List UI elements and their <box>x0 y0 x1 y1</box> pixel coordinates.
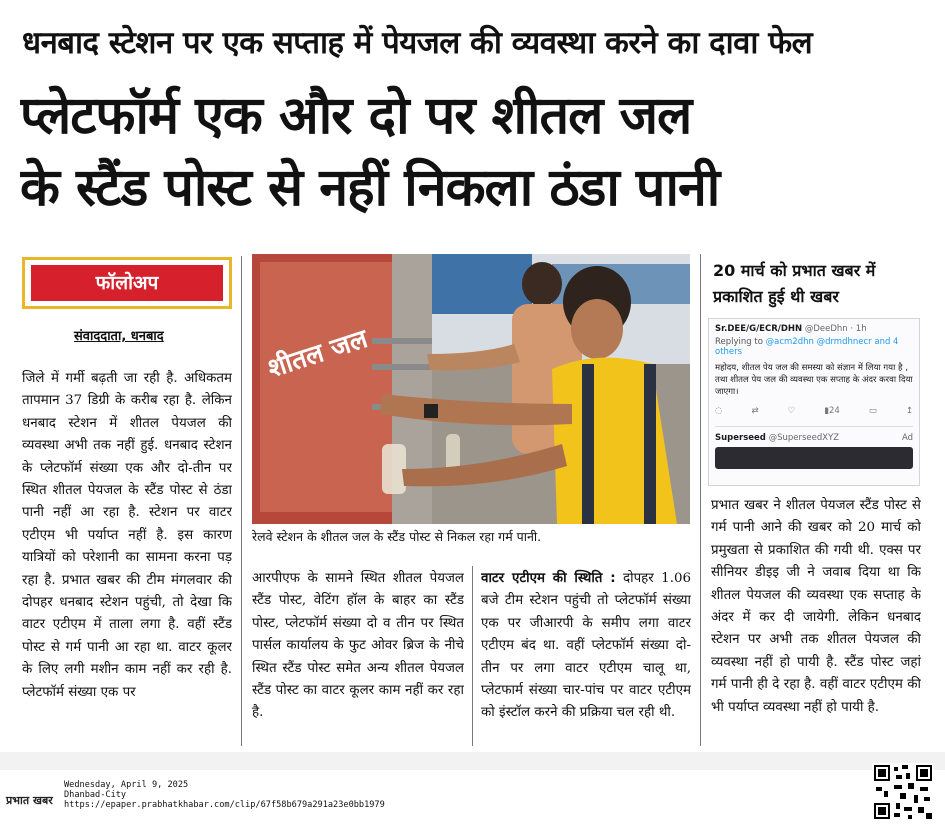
tweet-screenshot <box>708 318 920 486</box>
sidebar-title: 20 मार्च को प्रभात खबर में प्रकाशित हुई थी खबर <box>713 261 876 306</box>
subheading-water-atm: वाटर एटीएम की स्थिति : <box>481 571 616 586</box>
main-headline <box>20 80 925 224</box>
news-photo <box>252 254 690 524</box>
photo-illustration <box>252 254 690 524</box>
clip-date: Wednesday, April 9, 2025 <box>64 780 189 790</box>
bookmark-icon: ▭ <box>868 406 877 416</box>
tweet-actions <box>715 406 913 416</box>
kicker-headline: धनबाद स्टेशन पर एक सप्ताह में पेयजल की व्यवस्था करने का दावा फेल <box>22 25 813 61</box>
tweet-views: 24 <box>828 406 840 416</box>
footer-strip <box>0 752 945 770</box>
byline: संवाददाता, धनबाद <box>74 329 164 344</box>
tweet-media-preview <box>715 447 913 469</box>
clip-metadata <box>64 780 385 811</box>
followup-label: फॉलोअप <box>31 265 223 301</box>
headline-line-1: प्लेटफॉर्म एक और दो पर शीतल जल <box>20 86 692 146</box>
clip-url[interactable]: https://epaper.prabhatkhabar.com/clip/67f58b679a291a23e0bb1979 <box>64 800 385 811</box>
qr-code-icon[interactable] <box>872 763 934 821</box>
tweet-body: महोदय, शीतल पेय जल की समस्या को संज्ञान में लिया गया है , तथा शीतल पेय जल की व्यवस्था एक सप्ताह के अंदर करवा दिया जाएगा। <box>715 363 913 397</box>
tweet-ad-label: Ad <box>901 433 913 443</box>
headline-line-2: के स्टैंड पोस्ट से नहीं निकला ठंडा पानी <box>20 158 720 218</box>
article-column-4: प्रभात खबर ने शीतल पेयजल स्टैंड पोस्ट से गर्म पानी आने की खबर को 20 मार्च को प्रमुखता से प्रकाशित की गयी थी. एक्स पर सीनियर डीइइ जी ने जवाब दिया था कि शीतल पेयजल की व्यवस्था एक सप्ताह के अंदर में कर दी जायेगी. लेकिन धनबाद स्टेशन पर अभी तक शीतल पेयजल की व्यवस्था नहीं हो पायी है. स्टैंड पोस्ट जहां गर्म पानी ही दे रहा है. वहीं वाटर एटीएम की भी पर्याप्त व्यवस्था नहीं हो पायी है. <box>711 498 921 715</box>
article-column-3 <box>481 568 691 744</box>
tweet-handle: @DeeDhn · 1h <box>804 324 867 334</box>
article-column-2: आरपीएफ के सामने स्थित शीतल पेयजल स्टैंड पोस्ट, वेटिंग हॉल के बाहर का स्टैंड पोस्ट, प्लेटफॉर्म संख्या दो व तीन पर स्थित पार्सल कार्यालय के फुट ओवर ब्रिज के नीचे स्थित स्टैंड पोस्ट समेत अन्य शीतल पेयजल स्टैंड पोस्ट का वाटर कूलर काम नहीं कर रहा है. <box>252 571 464 721</box>
photo-sign-text: शीतल जल <box>264 324 372 385</box>
clip-edition: Dhanbad-City <box>64 790 127 801</box>
retweet-icon: ⇄ <box>751 406 759 416</box>
reply-icon: ◌ <box>715 406 723 416</box>
column-divider <box>241 256 242 746</box>
followup-badge <box>22 257 232 309</box>
article-column-1: जिले में गर्मी बढ़ती जा रही है. अधिकतम तापमान 37 डिग्री के करीब रहा है. लेकिन धनबाद स्टेशन में शीतल पेयजल की व्यवस्था अभी तक नहीं हुई. धनबाद स्टेशन के प्लेटफॉर्म संख्या एक और दो-तीन पर स्थित शीतल पेयजल के स्टैंड पोस्ट से ठंडा पानी नहीं आ रहा है. स्टेशन पर वाटर एटीएम भी पर्याप्त नहीं है. इस कारण यात्रियों को परेशानी का सामना करना पड़ रहा है. प्रभात खबर की टीम मंगलवार की दोपहर धनबाद स्टेशन पहुंची, तो देखा कि वाटर एटीएम में ताला लगा है. वहीं स्टैंड पोस्ट से गर्म पानी आ रहा था. वाटर कूलर के लिए लगी मशीन काम नहीं कर रही है. प्लेटफॉर्म संख्या एक पर <box>22 371 232 700</box>
share-icon: ↥ <box>905 406 913 416</box>
prabhat-khabar-logo: प्रभात खबर <box>6 794 53 807</box>
like-icon: ♡ <box>787 406 796 416</box>
article-column-3-text: दोपहर 1.06 बजे टीम स्टेशन पहुंची तो प्लेटफॉर्म संख्या एक पर जीआरपी के समीप लगा वाटर एटीएम बंद था. वहीं प्लेटफॉर्म संख्या दो-तीन पर लगा वाटर एटीएम चालू था, प्लेटफार्म संख्या चार-पांच पर वाटर एटीएम को इंस्टॉल करने की प्रक्रिया चल रही थी. <box>481 571 691 721</box>
column-divider <box>700 254 701 746</box>
views-icon: ▮24 <box>824 406 840 416</box>
tweet-replying-to: @acm2dhn @drmdhnecr and 4 others <box>715 337 899 357</box>
tweet-second-author: Superseed <box>715 433 766 443</box>
tweet-author: Sr.DEE/G/ECR/DHN <box>715 324 803 334</box>
tweet-second-handle: @SuperseedXYZ <box>768 433 840 443</box>
tweet-replying-label: Replying to <box>715 337 763 347</box>
column-divider <box>472 566 473 746</box>
photo-caption: रेलवे स्टेशन के शीतल जल के स्टैंड पोस्ट से निकल रहा गर्म पानी. <box>252 529 542 544</box>
